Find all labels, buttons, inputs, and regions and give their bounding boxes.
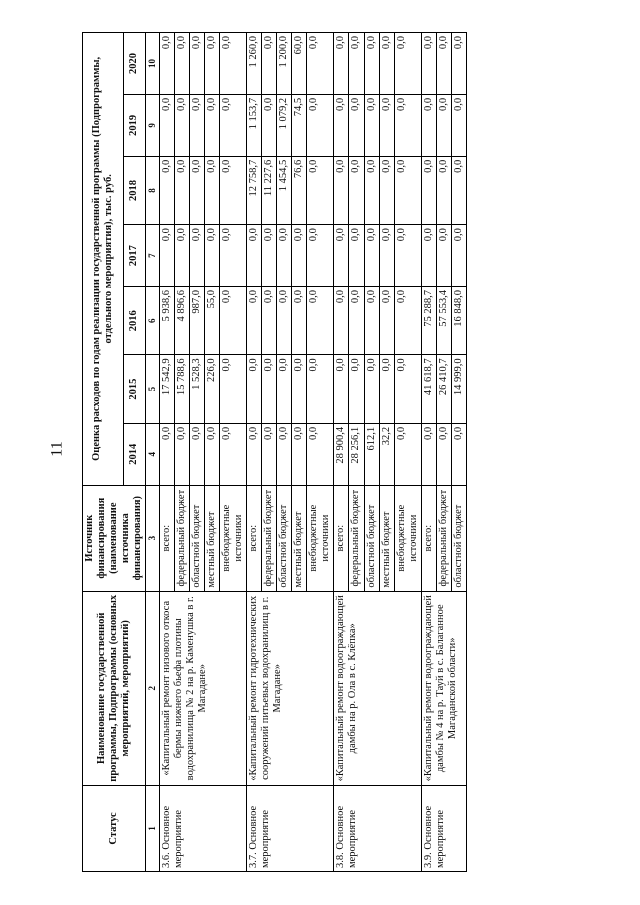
year-value: 0,0 <box>307 94 334 156</box>
year-value: 0,0 <box>219 286 246 354</box>
year-value: 0,0 <box>451 33 466 95</box>
column-numbers-row <box>146 33 159 872</box>
year-value: 0,0 <box>159 423 174 485</box>
header-year: 2016 <box>123 286 146 354</box>
year-value: 0,0 <box>262 94 277 156</box>
year-value: 0,0 <box>349 156 364 224</box>
year-value: 0,0 <box>451 225 466 287</box>
funding-source: всего: <box>247 485 262 591</box>
year-value: 0,0 <box>204 156 219 224</box>
year-value: 0,0 <box>307 286 334 354</box>
measure-status: 3.8. Основное мероприятие <box>334 785 421 871</box>
year-value: 0,0 <box>379 33 394 95</box>
funding-source: всего: <box>159 485 174 591</box>
year-value: 1 528,3 <box>189 355 204 423</box>
year-value: 5 938,6 <box>159 286 174 354</box>
year-value: 0,0 <box>204 33 219 95</box>
year-value: 0,0 <box>421 33 436 95</box>
budget-table <box>82 32 467 872</box>
year-value: 226,0 <box>204 355 219 423</box>
column-number: 5 <box>146 355 159 423</box>
year-value: 26 410,7 <box>436 355 451 423</box>
year-value: 0,0 <box>349 225 364 287</box>
year-value: 32,2 <box>379 423 394 485</box>
year-value: 60,0 <box>292 33 307 95</box>
year-value: 41 618,7 <box>421 355 436 423</box>
year-value: 0,0 <box>379 286 394 354</box>
header-source: Источник финансирования (наименование источника финансирования) <box>83 485 146 591</box>
year-value: 0,0 <box>394 225 421 287</box>
year-value: 0,0 <box>159 33 174 95</box>
table-body <box>159 33 466 872</box>
year-value: 0,0 <box>189 94 204 156</box>
year-value: 0,0 <box>219 225 246 287</box>
year-value: 0,0 <box>292 225 307 287</box>
year-value: 0,0 <box>204 94 219 156</box>
year-value: 0,0 <box>189 423 204 485</box>
year-value: 0,0 <box>394 286 421 354</box>
year-value: 0,0 <box>189 156 204 224</box>
header-estimate: Оценка расходов по годам реализации государственной программы (Подпрограммы, отдельного мероприятия), тыс. руб. <box>83 33 124 486</box>
column-number: 4 <box>146 423 159 485</box>
funding-source: областной бюджет <box>277 485 292 591</box>
year-value: 0,0 <box>189 33 204 95</box>
header-year: 2015 <box>123 355 146 423</box>
year-value: 17 542,9 <box>159 355 174 423</box>
year-value: 55,0 <box>204 286 219 354</box>
year-value: 0,0 <box>394 156 421 224</box>
funding-source: местный бюджет <box>292 485 307 591</box>
funding-source: федеральный бюджет <box>174 485 189 591</box>
year-value: 0,0 <box>421 156 436 224</box>
year-value: 0,0 <box>334 286 349 354</box>
year-value: 0,0 <box>292 423 307 485</box>
year-value: 0,0 <box>307 156 334 224</box>
rotated-page <box>82 32 602 872</box>
year-value: 0,0 <box>307 423 334 485</box>
year-value: 0,0 <box>379 94 394 156</box>
year-value: 987,0 <box>189 286 204 354</box>
year-value: 0,0 <box>159 225 174 287</box>
year-value: 0,0 <box>364 156 379 224</box>
measure-name: «Капитальный ремонт гидротехнических сооружений питьевых водохранилищ в г. Магадане» <box>247 591 334 785</box>
year-value: 0,0 <box>247 423 262 485</box>
year-value: 0,0 <box>436 423 451 485</box>
year-value: 0,0 <box>451 423 466 485</box>
measure-name: «Капитальный ремонт водоограждающей дамбы № 4 на р. Тауй в с. Балаганное Магаданской области» <box>421 591 466 785</box>
year-value: 0,0 <box>174 156 189 224</box>
year-value: 0,0 <box>421 423 436 485</box>
table-row <box>247 33 262 872</box>
measure-status: 3.7. Основное мероприятие <box>247 785 334 871</box>
funding-source: местный бюджет <box>379 485 394 591</box>
column-number: 10 <box>146 33 159 95</box>
year-value: 0,0 <box>174 94 189 156</box>
year-value: 0,0 <box>292 355 307 423</box>
header-year: 2018 <box>123 156 146 224</box>
year-value: 0,0 <box>307 33 334 95</box>
year-value: 15 788,6 <box>174 355 189 423</box>
funding-source: местный бюджет <box>204 485 219 591</box>
year-value: 0,0 <box>334 355 349 423</box>
header-year: 2014 <box>123 423 146 485</box>
year-value: 12 758,7 <box>247 156 262 224</box>
year-value: 0,0 <box>394 94 421 156</box>
year-value: 14 999,0 <box>451 355 466 423</box>
year-value: 0,0 <box>307 225 334 287</box>
year-value: 0,0 <box>421 94 436 156</box>
year-value: 0,0 <box>364 33 379 95</box>
table-row <box>421 33 436 872</box>
year-value: 0,0 <box>379 156 394 224</box>
measure-status: 3.6. Основное мероприятие <box>159 785 246 871</box>
measure-name: «Капитальный ремонт низового откоса бермы нижнего бьефа плотины водохранилища № 2 на р. Каменушка в г. Магадане» <box>159 591 246 785</box>
header-year: 2019 <box>123 94 146 156</box>
year-value: 0,0 <box>277 286 292 354</box>
column-number: 8 <box>146 156 159 224</box>
year-value: 74,5 <box>292 94 307 156</box>
year-value: 0,0 <box>349 33 364 95</box>
year-value: 0,0 <box>174 33 189 95</box>
year-value: 0,0 <box>349 94 364 156</box>
year-value: 0,0 <box>307 355 334 423</box>
year-value: 11 227,6 <box>262 156 277 224</box>
year-value: 0,0 <box>436 33 451 95</box>
year-value: 0,0 <box>334 156 349 224</box>
year-value: 0,0 <box>394 33 421 95</box>
header-year: 2020 <box>123 33 146 95</box>
year-value: 0,0 <box>364 355 379 423</box>
year-value: 0,0 <box>247 225 262 287</box>
year-value: 0,0 <box>364 286 379 354</box>
funding-source: федеральный бюджет <box>262 485 277 591</box>
year-value: 0,0 <box>219 156 246 224</box>
measure-status: 3.9. Основное мероприятие <box>421 785 466 871</box>
year-value: 0,0 <box>262 286 277 354</box>
year-value: 0,0 <box>277 423 292 485</box>
year-value: 0,0 <box>204 423 219 485</box>
funding-source: областной бюджет <box>451 485 466 591</box>
year-value: 0,0 <box>174 423 189 485</box>
column-number: 7 <box>146 225 159 287</box>
year-value: 0,0 <box>159 156 174 224</box>
year-value: 76,6 <box>292 156 307 224</box>
funding-source: областной бюджет <box>364 485 379 591</box>
year-value: 0,0 <box>394 355 421 423</box>
year-value: 28 900,4 <box>334 423 349 485</box>
year-value: 1 200,0 <box>277 33 292 95</box>
year-value: 0,0 <box>262 423 277 485</box>
funding-source: всего: <box>421 485 436 591</box>
year-value: 0,0 <box>436 225 451 287</box>
year-value: 0,0 <box>292 286 307 354</box>
year-value: 28 256,1 <box>349 423 364 485</box>
header-status: Статус <box>83 785 146 871</box>
funding-source: областной бюджет <box>189 485 204 591</box>
year-value: 0,0 <box>219 33 246 95</box>
table-header <box>83 33 160 872</box>
year-value: 0,0 <box>379 225 394 287</box>
year-value: 0,0 <box>262 225 277 287</box>
year-value: 0,0 <box>159 94 174 156</box>
header-year: 2017 <box>123 225 146 287</box>
year-value: 0,0 <box>421 225 436 287</box>
year-value: 0,0 <box>219 355 246 423</box>
year-value: 612,1 <box>364 423 379 485</box>
year-value: 0,0 <box>349 355 364 423</box>
year-value: 0,0 <box>247 286 262 354</box>
funding-source: федеральный бюджет <box>349 485 364 591</box>
year-value: 57 553,4 <box>436 286 451 354</box>
year-value: 0,0 <box>349 286 364 354</box>
year-value: 0,0 <box>204 225 219 287</box>
year-value: 16 848,0 <box>451 286 466 354</box>
year-value: 0,0 <box>334 94 349 156</box>
year-value: 0,0 <box>436 156 451 224</box>
table-row <box>334 33 349 872</box>
year-value: 0,0 <box>277 355 292 423</box>
column-number: 2 <box>146 591 159 785</box>
year-value: 0,0 <box>277 225 292 287</box>
column-number: 3 <box>146 485 159 591</box>
year-value: 0,0 <box>334 225 349 287</box>
year-value: 0,0 <box>247 355 262 423</box>
year-value: 0,0 <box>189 225 204 287</box>
column-number: 6 <box>146 286 159 354</box>
column-number: 1 <box>146 785 159 871</box>
year-value: 0,0 <box>262 33 277 95</box>
year-value: 1 153,7 <box>247 94 262 156</box>
year-value: 0,0 <box>262 355 277 423</box>
year-value: 0,0 <box>394 423 421 485</box>
year-value: 1 079,2 <box>277 94 292 156</box>
page-number: 11 <box>48 441 66 457</box>
year-value: 0,0 <box>379 355 394 423</box>
year-value: 0,0 <box>451 94 466 156</box>
year-value: 0,0 <box>364 94 379 156</box>
year-value: 0,0 <box>334 33 349 95</box>
year-value: 0,0 <box>451 156 466 224</box>
funding-source: федеральный бюджет <box>436 485 451 591</box>
year-value: 0,0 <box>364 225 379 287</box>
year-value: 0,0 <box>219 423 246 485</box>
table-row <box>159 33 174 872</box>
year-value: 4 896,6 <box>174 286 189 354</box>
year-value: 0,0 <box>436 94 451 156</box>
header-name: Наименование государственной программы, Подпрограммы (основных мероприятий, мероприятий) <box>83 591 146 785</box>
year-value: 0,0 <box>219 94 246 156</box>
year-value: 1 454,5 <box>277 156 292 224</box>
funding-source: внебюджетные источники <box>394 485 421 591</box>
column-number: 9 <box>146 94 159 156</box>
funding-source: внебюджетные источники <box>307 485 334 591</box>
year-value: 0,0 <box>174 225 189 287</box>
funding-source: внебюджетные источники <box>219 485 246 591</box>
year-value: 1 260,0 <box>247 33 262 95</box>
funding-source: всего: <box>334 485 349 591</box>
year-value: 75 288,7 <box>421 286 436 354</box>
measure-name: «Капитальный ремонт водоограждающей дамбы на р. Ола в с. Клёпка» <box>334 591 421 785</box>
